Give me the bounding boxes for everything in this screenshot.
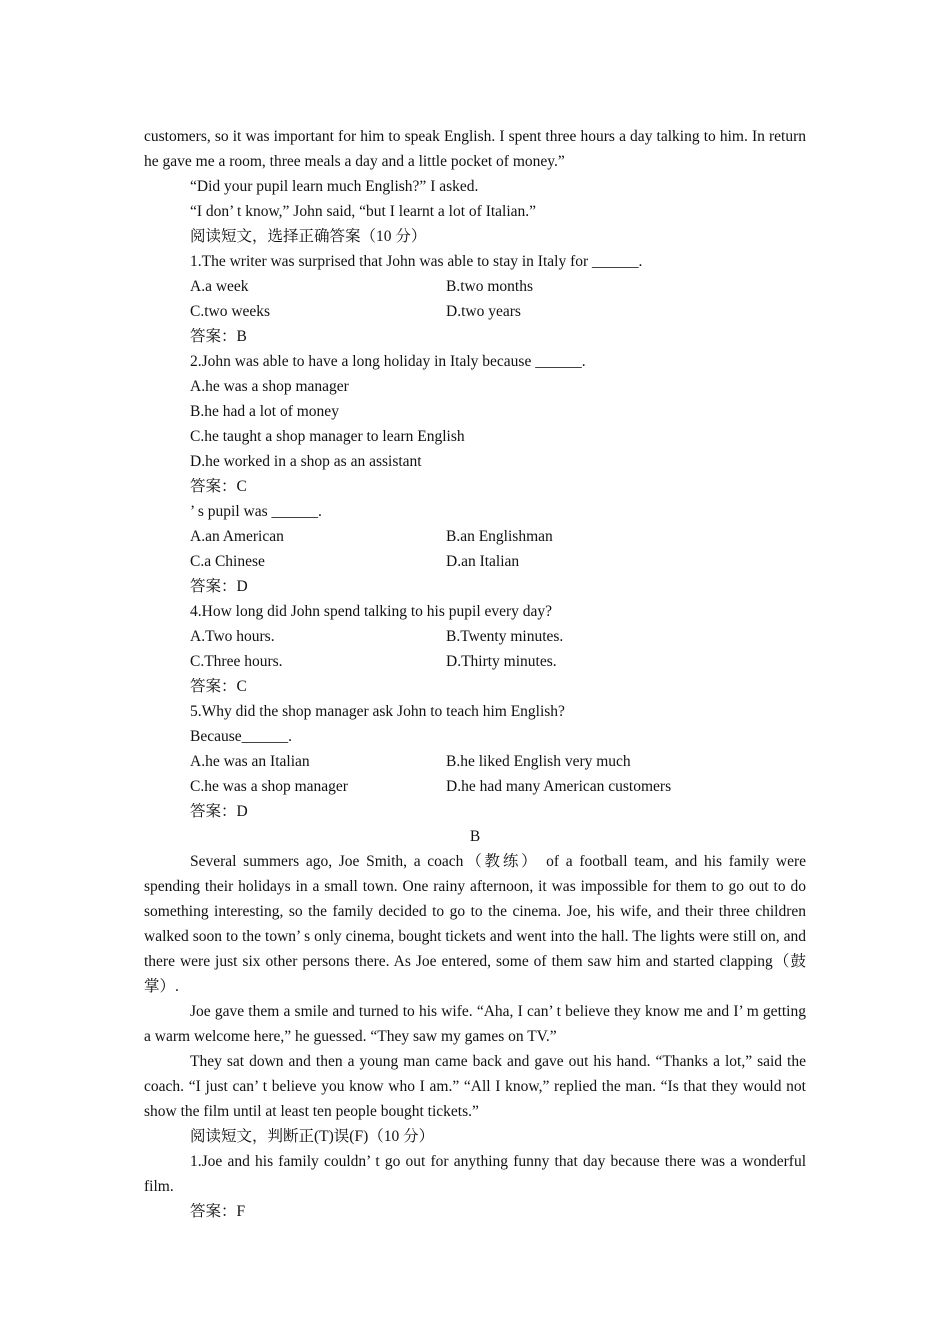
option: C.he taught a shop manager to learn English (190, 428, 465, 445)
section-a-instruction: 阅读短文，选择正确答案（10 分） (190, 228, 427, 245)
options-row (144, 774, 806, 799)
passage-a-paragraph: “Did your pupil learn much English?” I asked. (190, 178, 479, 195)
option: A.he was an Italian (190, 753, 310, 770)
option: D.an Italian (446, 553, 520, 570)
passage-b-paragraph: They sat down and then a young man came back and gave out his hand. “Thanks a lot,” said the coach. “I just can’ t believe you know who I am.” “All I know,” replied the man. “Is that they would not show the film until at least ten people bought tickets.” (144, 1053, 806, 1120)
option: D.two years (446, 303, 521, 320)
question-stem-continuation: Because______. (190, 728, 293, 745)
passage-a-paragraph: customers, so it was important for him to speak English. I spent three hours a day talking to him. In return he gave me a room, three meals a day and a little pocket of money.” (144, 128, 806, 170)
question-stem: ’ s pupil was ______. (190, 503, 322, 520)
options-row (144, 549, 806, 574)
option: C.a Chinese (190, 553, 265, 570)
options-row (144, 524, 806, 549)
question-stem: 5.Why did the shop manager ask John to teach him English? (190, 703, 565, 720)
question-stem: 1.The writer was surprised that John was able to stay in Italy for ______. (190, 253, 643, 270)
document-page (144, 124, 806, 1224)
question-stem: 1.Joe and his family couldn’ t go out for anything funny that day because there was a wonderful film. (144, 1153, 806, 1195)
options-row (144, 649, 806, 674)
question-stem: 2.John was able to have a long holiday in Italy because ______. (190, 353, 586, 370)
options-row (144, 624, 806, 649)
section-b-instruction: 阅读短文，判断正(T)误(F)（10 分） (190, 1128, 435, 1145)
answer: 答案：B (190, 328, 247, 345)
option: A.he was a shop manager (190, 378, 349, 395)
answer: 答案：F (190, 1203, 246, 1220)
option: D.he had many American customers (446, 778, 672, 795)
option: B.he had a lot of money (190, 403, 339, 420)
option: C.he was a shop manager (190, 778, 348, 795)
options-row (144, 274, 806, 299)
passage-b-paragraph: Several summers ago, Joe Smith, a coach（教练） of a football team, and his family were spending their holidays in a small town. One rainy afternoon, it was impossible for them to go out to do something interesting, so the family decided to go to the cinema. Joe, his wife, and their three children walked soon to the town’ s only cinema, bought tickets and went into the hall. The lights were still on, and there were just six other persons there. As Joe entered, some of them saw him and started clapping（鼓掌）. (144, 853, 806, 995)
option: A.Two hours. (190, 628, 275, 645)
answer: 答案：C (190, 478, 247, 495)
answer: 答案：C (190, 678, 247, 695)
passage-b-paragraph: Joe gave them a smile and turned to his wife. “Aha, I can’ t believe they know me and I’ m getting a warm welcome here,” he guessed. “They saw my games on TV.” (144, 1003, 806, 1045)
option: A.a week (190, 278, 249, 295)
option: D.Thirty minutes. (446, 653, 557, 670)
question-stem: 4.How long did John spend talking to his pupil every day? (190, 603, 553, 620)
option: D.he worked in a shop as an assistant (190, 453, 422, 470)
passage-a-paragraph: “I don’ t know,” John said, “but I learnt a lot of Italian.” (190, 203, 537, 220)
options-row (144, 299, 806, 324)
option: B.Twenty minutes. (446, 628, 564, 645)
options-row (144, 749, 806, 774)
answer: 答案：D (190, 578, 248, 595)
option: C.two weeks (190, 303, 271, 320)
option: A.an American (190, 528, 284, 545)
option: B.he liked English very much (446, 753, 631, 770)
section-b-title: B (469, 828, 481, 845)
answer: 答案：D (190, 803, 248, 820)
option: C.Three hours. (190, 653, 283, 670)
option: B.an Englishman (446, 528, 553, 545)
option: B.two months (446, 278, 533, 295)
